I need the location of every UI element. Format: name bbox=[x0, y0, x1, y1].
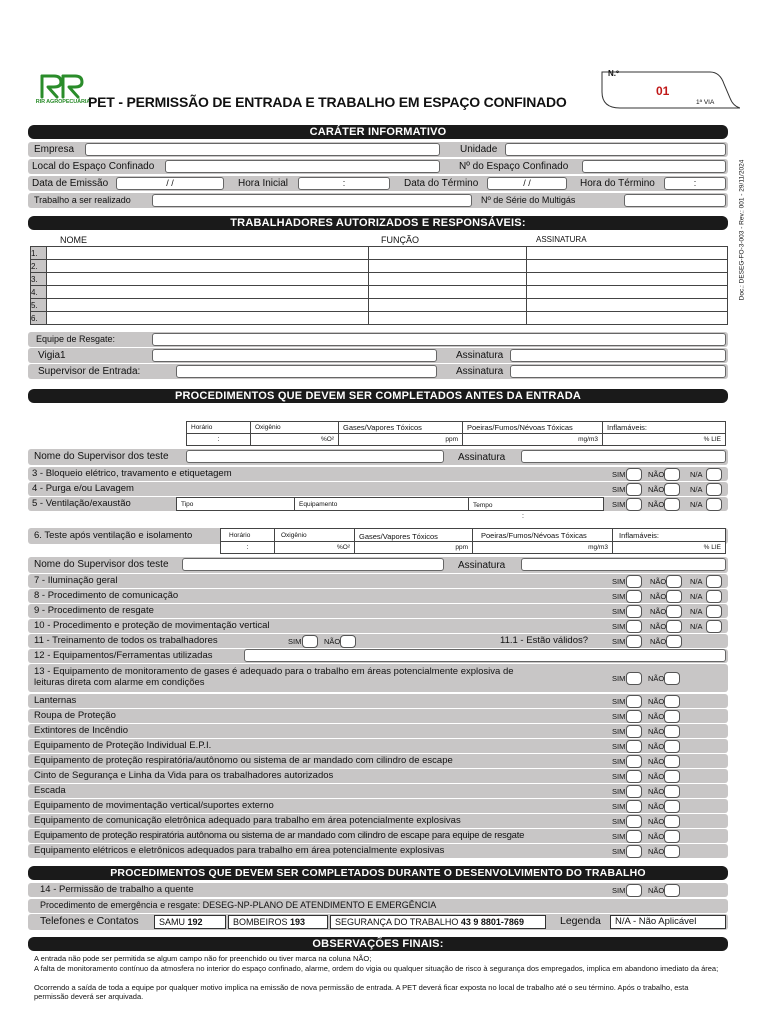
bombeiros-contact bbox=[228, 915, 328, 929]
equip-nao-label: NÃO bbox=[648, 832, 665, 841]
equip-sim-checkbox[interactable] bbox=[626, 830, 642, 843]
equip-nao-checkbox[interactable] bbox=[664, 725, 680, 738]
permit-number: 01 bbox=[656, 84, 670, 98]
data-emissao-label: Data de Emissão bbox=[32, 178, 109, 189]
equip-sim-label: SIM bbox=[612, 727, 626, 736]
equip-label: Equipamento de comunicação eletrônica adequado para trabalho em área potencialmente explosivas bbox=[34, 815, 461, 826]
item5-na-label: N/A bbox=[690, 500, 703, 509]
gas2-mgm3-value[interactable]: mg/m3 bbox=[473, 542, 613, 554]
gas2-poeiras-header: Poeiras/Fumos/Névoas Tóxicas bbox=[473, 529, 613, 542]
equip-sim-label: SIM bbox=[612, 787, 626, 796]
obs-1: A entrada não pode ser permitida se algum campo não for preenchido ou tiver marca na coluna NÃO; bbox=[34, 954, 372, 963]
local-label: Local do Espaço Confinado bbox=[32, 161, 155, 172]
legenda-label: Legenda bbox=[560, 915, 601, 927]
equip-sim-checkbox[interactable] bbox=[626, 710, 642, 723]
supervisor-assinatura-field[interactable] bbox=[510, 365, 726, 378]
table-row bbox=[187, 422, 726, 434]
col-funcao: FUNÇÃO bbox=[381, 235, 419, 245]
gas-horario-value[interactable]: : bbox=[187, 434, 251, 446]
gas2-inflamaveis-header: Inflamáveis: bbox=[613, 529, 726, 542]
item7-sim-label: SIM bbox=[612, 577, 626, 586]
item11-sim-label: SIM bbox=[288, 637, 302, 646]
equip-sim-label: SIM bbox=[612, 832, 626, 841]
table-row bbox=[31, 260, 728, 273]
item10-nao-checkbox[interactable] bbox=[666, 620, 682, 633]
gas2-o2-value[interactable]: %O² bbox=[275, 542, 355, 554]
equip-sim-label: SIM bbox=[612, 817, 626, 826]
trabalho-field[interactable] bbox=[152, 194, 472, 207]
equip-nao-label: NÃO bbox=[648, 742, 665, 751]
item7-na-checkbox[interactable] bbox=[706, 575, 722, 588]
supervisor-teste-2-assinatura-field[interactable] bbox=[521, 558, 726, 571]
supervisor-teste-label: Nome do Supervisor dos teste bbox=[34, 451, 169, 462]
item9-label: 9 - Procedimento de resgate bbox=[34, 605, 154, 616]
gas2-horario-header: Horário bbox=[221, 529, 275, 542]
section-trabalhadores: TRABALHADORES AUTORIZADOS E RESPONSÁVEIS: bbox=[28, 216, 728, 230]
gas-lie-value[interactable]: % LIE bbox=[603, 434, 726, 446]
plano-label: Procedimento de emergência e resgate: DESEG-NP-PLANO DE ATENDIMENTO E EMERGÊNCIA bbox=[40, 900, 437, 910]
empresa-label: Empresa bbox=[34, 144, 75, 155]
equip-label: Equipamento de proteção respiratória autônoma ou sistema de ar mandado com cilindro de escape para equipe de resgate bbox=[34, 830, 525, 841]
unidade-label: Unidade bbox=[460, 144, 498, 155]
gas2-gases-header: Gases/Vapores Tóxicos bbox=[355, 529, 473, 542]
item11-1-nao-label: NÃO bbox=[650, 637, 667, 646]
worker-assinatura-cell[interactable] bbox=[527, 312, 728, 325]
section-durante: PROCEDIMENTOS QUE DEVEM SER COMPLETADOS DURANTE O DESENVOLVIMENTO DO TRABALHO bbox=[28, 866, 728, 880]
equip-nao-checkbox[interactable] bbox=[664, 815, 680, 828]
item11-1-sim-label: SIM bbox=[612, 637, 626, 646]
supervisor-label: Supervisor de Entrada: bbox=[38, 366, 141, 377]
equip-nao-label: NÃO bbox=[648, 712, 665, 721]
logo-rr-icon bbox=[32, 72, 94, 100]
worker-name-cell[interactable] bbox=[47, 273, 369, 286]
item5-nao-checkbox[interactable] bbox=[664, 498, 680, 511]
gas2-ppm-value[interactable]: ppm bbox=[355, 542, 473, 554]
supervisor-teste-field[interactable] bbox=[186, 450, 444, 463]
equip-nao-checkbox[interactable] bbox=[664, 800, 680, 813]
equip-label: Cinto de Segurança e Linha da Vida para os trabalhadores autorizados bbox=[34, 770, 334, 781]
equip-sim-label: SIM bbox=[612, 802, 626, 811]
item8-na-label: N/A bbox=[690, 592, 703, 601]
item7-nao-label: NÃO bbox=[650, 577, 667, 586]
worker-assinatura-cell[interactable] bbox=[527, 299, 728, 312]
item4-nao-checkbox[interactable] bbox=[664, 483, 680, 496]
equip-label: Roupa de Proteção bbox=[34, 710, 116, 721]
equip-sim-checkbox[interactable] bbox=[626, 785, 642, 798]
supervisor-teste-assinatura-label: Assinatura bbox=[458, 452, 506, 463]
col-assinatura: ASSINATURA bbox=[536, 235, 587, 244]
bombeiros-number: 193 bbox=[290, 917, 306, 927]
item14-nao-checkbox[interactable] bbox=[664, 884, 680, 897]
equip-nao-label: NÃO bbox=[648, 757, 665, 766]
equip-nao-label: NÃO bbox=[648, 817, 665, 826]
gas2-oxigenio-header: Oxigênio bbox=[275, 529, 355, 542]
equip-nao-label: NÃO bbox=[648, 787, 665, 796]
gas-oxigenio-header: Oxigênio bbox=[251, 422, 339, 434]
hora-inicial-field[interactable]: : bbox=[298, 177, 390, 190]
item5-sim-label: SIM bbox=[612, 500, 626, 509]
item5-sim-checkbox[interactable] bbox=[626, 498, 642, 511]
item9-sim-label: SIM bbox=[612, 607, 626, 616]
equip-label: Equipamento de Proteção Individual E.P.I. bbox=[34, 740, 212, 751]
equip-nao-checkbox[interactable] bbox=[664, 830, 680, 843]
supervisor-assinatura-label: Assinatura bbox=[456, 366, 504, 377]
multigas-field[interactable] bbox=[624, 194, 726, 207]
equip-label: Equipamento de proteção respiratória/autônomo ou sistema de ar mandado com cilindro de escape bbox=[34, 755, 453, 766]
item13-nao-label: NÃO bbox=[648, 674, 665, 683]
item14-label: 14 - Permissão de trabalho a quente bbox=[40, 884, 194, 895]
item3-label: 3 - Bloqueio elétrico, travamento e etiquetagem bbox=[32, 468, 232, 479]
item4-nao-label: NÃO bbox=[648, 485, 665, 494]
gas-gases-header: Gases/Vapores Tóxicos bbox=[339, 422, 463, 434]
item3-sim-label: SIM bbox=[612, 470, 626, 479]
table-row bbox=[31, 299, 728, 312]
item11-nao-label: NÃO bbox=[324, 637, 341, 646]
data-emissao-field[interactable]: / / bbox=[116, 177, 224, 190]
table-row bbox=[187, 434, 726, 446]
equip-sim-checkbox[interactable] bbox=[626, 695, 642, 708]
item4-sim-checkbox[interactable] bbox=[626, 483, 642, 496]
gas2-horario-value[interactable]: : bbox=[221, 542, 275, 554]
item4-na-label: N/A bbox=[690, 485, 703, 494]
equip-label: Equipamento elétricos e eletrônicos adequados para trabalho em área potencialmente explosivas bbox=[34, 845, 445, 856]
equip-sim-checkbox[interactable] bbox=[626, 815, 642, 828]
data-termino-field[interactable]: / / bbox=[487, 177, 567, 190]
item14-sim-label: SIM bbox=[612, 886, 626, 895]
bombeiros-label: BOMBEIROS bbox=[233, 917, 288, 927]
item9-nao-label: NÃO bbox=[650, 607, 667, 616]
table-row bbox=[31, 247, 728, 260]
gas-ppm-value[interactable]: ppm bbox=[339, 434, 463, 446]
gas-o2-value[interactable]: %O² bbox=[251, 434, 339, 446]
num-espaco-field[interactable] bbox=[582, 160, 726, 173]
gas-inflamaveis-header: Inflamáveis: bbox=[603, 422, 726, 434]
item11-nao-checkbox[interactable] bbox=[340, 635, 356, 648]
item10-label: 10 - Procedimento e proteção de movimentação vertical bbox=[34, 620, 270, 631]
item3-na-label: N/A bbox=[690, 470, 703, 479]
worker-funcao-cell[interactable] bbox=[369, 273, 527, 286]
equip-nao-label: NÃO bbox=[648, 772, 665, 781]
item5-label: 5 - Ventilação/exaustão bbox=[32, 498, 131, 509]
item13-sim-label: SIM bbox=[612, 674, 626, 683]
item12-field[interactable] bbox=[244, 649, 726, 662]
local-field[interactable] bbox=[165, 160, 440, 173]
item6-label: 6. Teste após ventilação e isolamento bbox=[34, 530, 193, 541]
gas-mgm3-value[interactable]: mg/m3 bbox=[463, 434, 603, 446]
number-label: N.º bbox=[608, 69, 619, 78]
item3-sim-checkbox[interactable] bbox=[626, 468, 642, 481]
page-title: PET - PERMISSÃO DE ENTRADA E TRABALHO EM ESPAÇO CONFINADO bbox=[88, 94, 567, 110]
row-number: 3. bbox=[31, 273, 47, 286]
item8-sim-label: SIM bbox=[612, 592, 626, 601]
equip-sim-label: SIM bbox=[612, 712, 626, 721]
resgate-label: Equipe de Resgate: bbox=[36, 334, 116, 344]
equip-nao-label: NÃO bbox=[648, 697, 665, 706]
num-espaco-label: Nº do Espaço Confinado bbox=[459, 161, 569, 172]
vigia-assinatura-label: Assinatura bbox=[456, 350, 504, 361]
hora-termino-label: Hora do Término bbox=[580, 178, 655, 189]
worker-name-cell[interactable] bbox=[47, 299, 369, 312]
section-antes: PROCEDIMENTOS QUE DEVEM SER COMPLETADOS ANTES DA ENTRADA bbox=[28, 389, 728, 403]
equip-sim-checkbox[interactable] bbox=[626, 770, 642, 783]
item3-nao-checkbox[interactable] bbox=[664, 468, 680, 481]
table-row bbox=[221, 542, 726, 554]
worker-name-cell[interactable] bbox=[47, 286, 369, 299]
samu-contact bbox=[154, 915, 226, 929]
equip-nao-label: NÃO bbox=[648, 802, 665, 811]
equip-sim-checkbox[interactable] bbox=[626, 845, 642, 858]
seguranca-contact bbox=[330, 915, 546, 929]
worker-name-cell[interactable] bbox=[47, 247, 369, 260]
worker-funcao-cell[interactable] bbox=[369, 312, 527, 325]
telefones-label: Telefones e Contatos bbox=[40, 915, 139, 927]
item9-na-checkbox[interactable] bbox=[706, 605, 722, 618]
supervisor-teste-2-field[interactable] bbox=[182, 558, 444, 571]
vigia-field[interactable] bbox=[152, 349, 437, 362]
item9-nao-checkbox[interactable] bbox=[666, 605, 682, 618]
number-box-outline bbox=[600, 68, 740, 110]
item3-nao-label: NÃO bbox=[648, 470, 665, 479]
table-row bbox=[177, 498, 604, 511]
item13-sim-checkbox[interactable] bbox=[626, 672, 642, 685]
workers-table bbox=[30, 246, 728, 325]
equip-label: Escada bbox=[34, 785, 66, 796]
equip-sim-checkbox[interactable] bbox=[626, 755, 642, 768]
item11-sim-checkbox[interactable] bbox=[302, 635, 318, 648]
hora-termino-field[interactable]: : bbox=[664, 177, 726, 190]
samu-number: 192 bbox=[187, 917, 203, 927]
item11-1-sim-checkbox[interactable] bbox=[626, 635, 642, 648]
worker-assinatura-cell[interactable] bbox=[527, 273, 728, 286]
worker-funcao-cell[interactable] bbox=[369, 286, 527, 299]
item10-na-checkbox[interactable] bbox=[706, 620, 722, 633]
equip-sim-label: SIM bbox=[612, 772, 626, 781]
unidade-field[interactable] bbox=[505, 143, 726, 156]
table-row bbox=[31, 273, 728, 286]
row-number: 4. bbox=[31, 286, 47, 299]
equip-nao-label: NÃO bbox=[648, 727, 665, 736]
vigia-assinatura-field[interactable] bbox=[510, 349, 726, 362]
worker-name-cell[interactable] bbox=[47, 312, 369, 325]
equip-nao-checkbox[interactable] bbox=[664, 755, 680, 768]
item10-na-label: N/A bbox=[690, 622, 703, 631]
item12-label: 12 - Equipamentos/Ferramentas utilizadas bbox=[34, 650, 213, 661]
item7-na-label: N/A bbox=[690, 577, 703, 586]
supervisor-teste-2-label: Nome do Supervisor dos teste bbox=[34, 559, 169, 570]
document-code: Doc.: DESEG-FO-3-003 - Rev.: 001 - 29/11/2024 bbox=[738, 159, 746, 301]
logo-text: RIR AGROPECUÁRIA bbox=[35, 99, 91, 105]
via-label: 1ª VIA bbox=[696, 99, 715, 106]
equip-label: Equipamento de movimentação vertical/suportes externo bbox=[34, 800, 274, 811]
item13-nao-checkbox[interactable] bbox=[664, 672, 680, 685]
data-termino-label: Data do Término bbox=[404, 178, 479, 189]
equip-sim-label: SIM bbox=[612, 742, 626, 751]
item11-label: 11 - Treinamento de todos os trabalhadores bbox=[34, 635, 218, 646]
item10-sim-label: SIM bbox=[612, 622, 626, 631]
item8-sim-checkbox[interactable] bbox=[626, 590, 642, 603]
worker-assinatura-cell[interactable] bbox=[527, 286, 728, 299]
equip-nao-checkbox[interactable] bbox=[664, 770, 680, 783]
gas2-lie-value[interactable]: % LIE bbox=[613, 542, 726, 554]
equip-sim-label: SIM bbox=[612, 757, 626, 766]
equip-sim-label: SIM bbox=[612, 697, 626, 706]
resgate-field[interactable] bbox=[152, 333, 726, 346]
equip-nao-label: NÃO bbox=[648, 847, 665, 856]
item5-nao-label: NÃO bbox=[648, 500, 665, 509]
worker-assinatura-cell[interactable] bbox=[527, 260, 728, 273]
gas-poeiras-header: Poeiras/Fumos/Névoas Tóxicas bbox=[463, 422, 603, 434]
hora-inicial-label: Hora Inicial bbox=[238, 178, 289, 189]
item7-label: 7 - Iluminação geral bbox=[34, 575, 118, 586]
table-row bbox=[31, 312, 728, 325]
tempo-colon: : bbox=[522, 513, 524, 520]
item10-sim-checkbox[interactable] bbox=[626, 620, 642, 633]
samu-label: SAMU bbox=[159, 917, 186, 927]
item14-sim-checkbox[interactable] bbox=[626, 884, 642, 897]
ventilacao-table bbox=[176, 497, 604, 511]
item7-sim-checkbox[interactable] bbox=[626, 575, 642, 588]
section-carater: CARÁTER INFORMATIVO bbox=[28, 125, 728, 139]
table-row bbox=[31, 286, 728, 299]
item7-nao-checkbox[interactable] bbox=[666, 575, 682, 588]
item4-label: 4 - Purga e/ou Lavagem bbox=[32, 483, 134, 494]
trabalho-label: Trabalho a ser realizado bbox=[34, 195, 131, 205]
obs-3: Ocorrendo a saída de toda a equipe por qualquer motivo implica na emissão de nova permissão de entrada. A PET deverá ficar exposta no local de trabalho até o seu término. Após o trabalho, esta permissão deverá ser arquivada. bbox=[34, 983, 689, 1001]
item8-nao-label: NÃO bbox=[650, 592, 667, 601]
item5-na-checkbox[interactable] bbox=[706, 498, 722, 511]
ventilacao-equipamento[interactable]: Equipamento bbox=[295, 498, 469, 511]
item13-label: 13 - Equipamento de monitoramento de gases é adequado para o trabalho em áreas potencialmente explosiva de leituras direta com alarme em condições bbox=[34, 666, 514, 688]
equip-sim-checkbox[interactable] bbox=[626, 740, 642, 753]
vigia-label: Vigia1 bbox=[38, 350, 66, 361]
company-logo bbox=[32, 72, 94, 110]
equip-nao-checkbox[interactable] bbox=[664, 785, 680, 798]
worker-name-cell[interactable] bbox=[47, 260, 369, 273]
gas-horario-header: Horário bbox=[187, 422, 251, 434]
equip-nao-checkbox[interactable] bbox=[664, 740, 680, 753]
equip-sim-checkbox[interactable] bbox=[626, 800, 642, 813]
seguranca-number: 43 9 8801-7869 bbox=[460, 917, 524, 927]
row-number: 6. bbox=[31, 312, 47, 325]
table-row bbox=[221, 529, 726, 542]
item8-label: 8 - Procedimento de comunicação bbox=[34, 590, 179, 601]
worker-assinatura-cell[interactable] bbox=[527, 247, 728, 260]
item8-na-checkbox[interactable] bbox=[706, 590, 722, 603]
supervisor-teste-assinatura-field[interactable] bbox=[521, 450, 726, 463]
row-number: 5. bbox=[31, 299, 47, 312]
item3-na-checkbox[interactable] bbox=[706, 468, 722, 481]
legenda-value: N/A - Não Aplicável bbox=[610, 915, 726, 929]
ventilacao-tipo[interactable]: Tipo bbox=[177, 498, 295, 511]
col-nome: NOME bbox=[60, 235, 87, 245]
section-observacoes: OBSERVAÇÕES FINAIS: bbox=[28, 937, 728, 951]
worker-funcao-cell[interactable] bbox=[369, 299, 527, 312]
worker-funcao-cell[interactable] bbox=[369, 247, 527, 260]
equip-nao-checkbox[interactable] bbox=[664, 710, 680, 723]
equip-nao-checkbox[interactable] bbox=[664, 695, 680, 708]
supervisor-field[interactable] bbox=[176, 365, 437, 378]
item14-nao-label: NÃO bbox=[648, 886, 665, 895]
row-number: 2. bbox=[31, 260, 47, 273]
ventilacao-tempo[interactable]: Tempo bbox=[469, 498, 604, 511]
supervisor-teste-2-assinatura-label: Assinatura bbox=[458, 560, 506, 571]
equip-label: Lanternas bbox=[34, 695, 77, 706]
row-number: 1. bbox=[31, 247, 47, 260]
equip-sim-checkbox[interactable] bbox=[626, 725, 642, 738]
equip-nao-checkbox[interactable] bbox=[664, 845, 680, 858]
equip-sim-label: SIM bbox=[612, 847, 626, 856]
item8-nao-checkbox[interactable] bbox=[666, 590, 682, 603]
item9-sim-checkbox[interactable] bbox=[626, 605, 642, 618]
permit-number-box bbox=[600, 68, 740, 110]
equip-label: Extintores de Incêndio bbox=[34, 725, 129, 736]
seguranca-label: SEGURANÇA DO TRABALHO bbox=[335, 917, 459, 927]
item9-na-label: N/A bbox=[690, 607, 703, 616]
obs-2: A falta de monitoramento contínuo da atmosfera no interior do espaço confinado, alarme, ordem do vigia ou qualquer situação de risco à segurança dos empregados, implica em abandono imediato da área; bbox=[34, 964, 719, 973]
item11-1-nao-checkbox[interactable] bbox=[666, 635, 682, 648]
gas-table-1 bbox=[186, 421, 726, 446]
item4-sim-label: SIM bbox=[612, 485, 626, 494]
empresa-field[interactable] bbox=[85, 143, 440, 156]
item10-nao-label: NÃO bbox=[650, 622, 667, 631]
multigas-label: Nº de Série do Multigás bbox=[481, 195, 576, 205]
item11-1-label: 11.1 - Estão válidos? bbox=[500, 635, 589, 646]
item4-na-checkbox[interactable] bbox=[706, 483, 722, 496]
gas-table-2 bbox=[220, 528, 726, 554]
worker-funcao-cell[interactable] bbox=[369, 260, 527, 273]
